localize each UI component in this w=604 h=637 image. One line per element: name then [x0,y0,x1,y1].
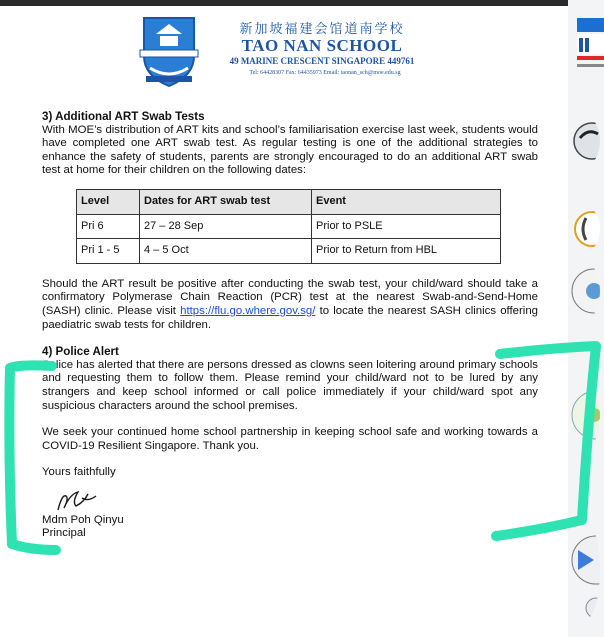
cell-dates: 4 – 5 Oct [140,239,312,264]
cell-dates: 27 – 28 Sep [140,214,312,239]
section-4-title: 4) Police Alert [42,345,119,359]
col-event-header: Event [312,189,501,214]
award-best-practice-logo [570,520,600,620]
signatory-name: Mdm Poh Qinyu [42,513,124,526]
cell-level: Pri 1 - 5 [77,239,140,264]
section-3-followup [42,278,538,332]
school-crest-logo [136,12,202,88]
table-row [77,239,501,264]
section-4-body: Police has alerted that there are persons dressed as clowns seen loitering around primary schools and requesting them to follow them. Please remind your child/ward not to be lured by any strangers and keep school informed or call police immediately if your child/ward spot any suspicious characters around the school premises. [42,358,538,412]
cell-event: Prior to PSLE [312,214,501,239]
art-schedule-table [76,189,501,264]
school-name: TAO NAN SCHOOL [241,36,403,55]
closing-partnership: We seek your continued home school partnership in keeping school safe and working towards a COVID-19 Resilient Singapore. Thank you. [42,426,538,452]
award-achievement-logo [570,262,600,320]
col-level-header: Level [77,189,140,214]
anniversary-logo [575,14,604,74]
awards-sidebar [568,0,604,637]
school-contact: Tel: 64428307 Fax: 64435973 Email: taonan_sch@moe.edu.sg [249,70,401,76]
signatory-role: Principal [42,527,86,540]
followup-text-after: to locate the nearest SASH clinics offering paediatric swab tests for children. [42,304,538,331]
cell-level: Pri 6 [77,214,140,239]
followup-text-before: Should the ART result be positive after conducting the swab test, your child/ward should take a confirmatory Polymerase Chain Reaction (PCR) test at the nearest Swab-and-Send-Home (SASH) clinic. Please visit [42,277,538,317]
viewer-top-bar [0,0,604,6]
col-dates-header: Dates for ART swab test [140,189,312,214]
section-3-title: 3) Additional ART Swab Tests [42,110,205,123]
school-chinese-name: 新加坡福建会馆道南学校 [239,22,405,37]
table-row [77,214,501,239]
award-quality-logo [570,116,600,166]
flu-go-where-link[interactable]: https://flu.go.where.gov.sg/ [180,304,316,317]
cell-event: Prior to Return from HBL [312,239,501,264]
table-header-row [77,189,501,214]
award-distinction-logo [570,206,600,252]
signature-graphic [54,488,124,514]
letter-body [42,110,538,541]
school-address: 49 MARINE CRESCENT SINGAPORE 449761 [229,56,415,66]
section-3-intro: With MOE’s distribution of ART kits and school’s familiarisation exercise last week, students would have completed one ART swab test. As regular testing is one of the additional strategies to enhance the safety of students, parents are strongly encouraged to do an additional ART swab test at home for their children on the following dates: [42,123,538,177]
award-people-logo [570,380,600,450]
sign-off: Yours faithfully [42,466,116,479]
letterhead [0,10,560,90]
